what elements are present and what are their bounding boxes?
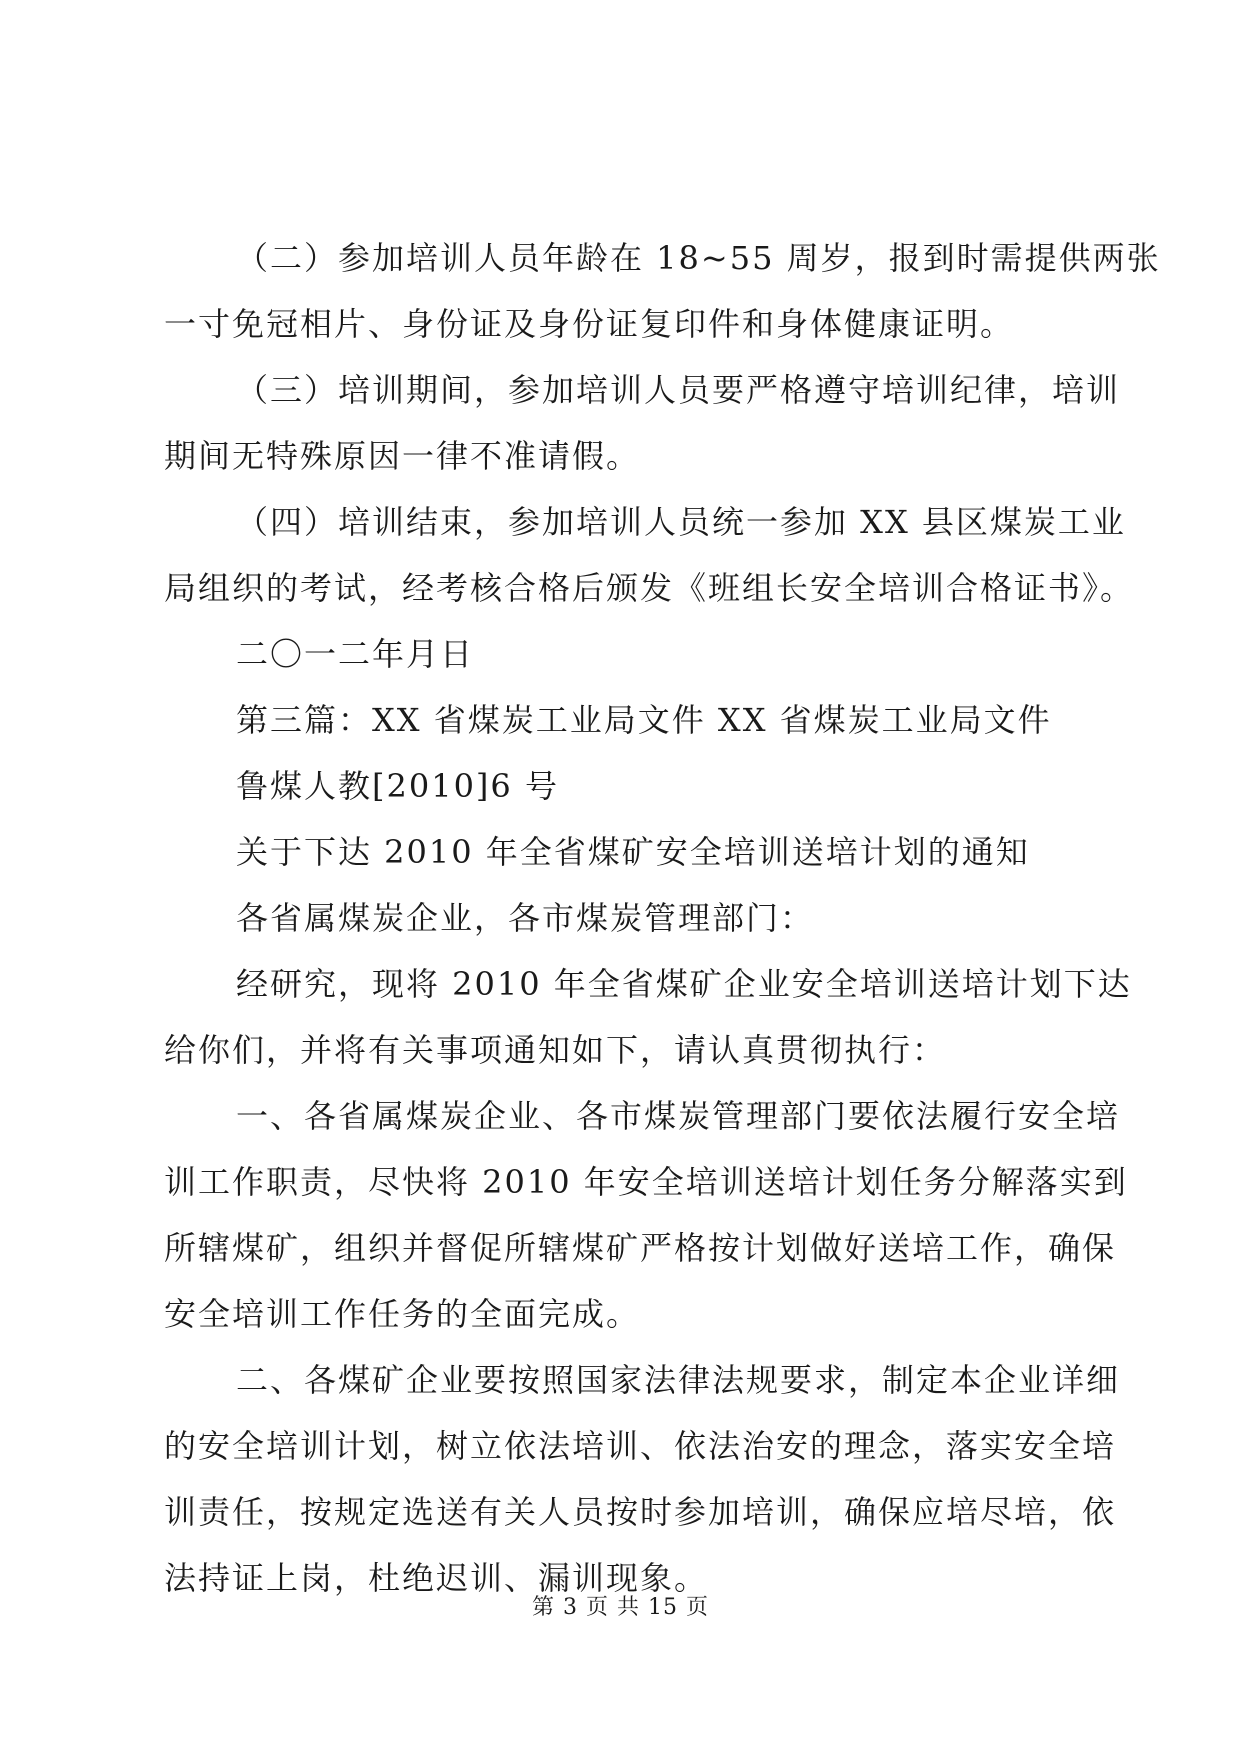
text-line: 安全培训工作任务的全面完成。 <box>164 1295 641 1333</box>
text-line: 给你们，并将有关事项通知如下，请认真贯彻执行： <box>164 1031 947 1069</box>
text-line: 所辖煤矿，组织并督促所辖煤矿严格按计划做好送培工作，确保 <box>164 1229 1117 1267</box>
text-line: （三）培训期间，参加培训人员要严格遵守培训纪律，培训 <box>236 371 1121 409</box>
addressee: 各省属煤炭企业，各市煤炭管理部门： <box>236 899 815 937</box>
text-line: 训工作职责，尽快将 2010 年安全培训送培计划任务分解落实到 <box>164 1163 1128 1201</box>
document-number: 鲁煤人教[2010]6 号 <box>236 767 559 805</box>
date-line: 二〇一二年月日 <box>236 635 475 673</box>
text-line: 期间无特殊原因一律不准请假。 <box>164 437 641 475</box>
text-line: 二、各煤矿企业要按照国家法律法规要求，制定本企业详细 <box>236 1361 1121 1399</box>
text-line: （二）参加培训人员年龄在 18~55 周岁，报到时需提供两张 <box>236 239 1161 277</box>
text-line: 一、各省属煤炭企业、各市煤炭管理部门要依法履行安全培 <box>236 1097 1121 1135</box>
text-line: 的安全培训计划，树立依法培训、依法治安的理念，落实安全培 <box>164 1427 1117 1465</box>
notice-title: 关于下达 2010 年全省煤矿安全培训送培计划的通知 <box>236 833 1030 871</box>
page-footer: 第 3 页 共 15 页 <box>532 1595 709 1620</box>
text-line: 一寸免冠相片、身份证及身份证复印件和身体健康证明。 <box>164 305 1015 343</box>
text-line: 训责任，按规定选送有关人员按时参加培训，确保应培尽培，依 <box>164 1493 1117 1531</box>
text-line: 法持证上岗，杜绝迟训、漏训现象。 <box>164 1559 709 1597</box>
section-heading: 第三篇：XX 省煤炭工业局文件 XX 省煤炭工业局文件 <box>236 701 1052 739</box>
text-line: （四）培训结束，参加培训人员统一参加 XX 县区煤炭工业 <box>236 503 1126 541</box>
text-line: 经研究，现将 2010 年全省煤矿企业安全培训送培计划下达 <box>236 965 1132 1003</box>
text-line: 局组织的考试，经考核合格后颁发《班组长安全培训合格证书》。 <box>164 569 1135 607</box>
